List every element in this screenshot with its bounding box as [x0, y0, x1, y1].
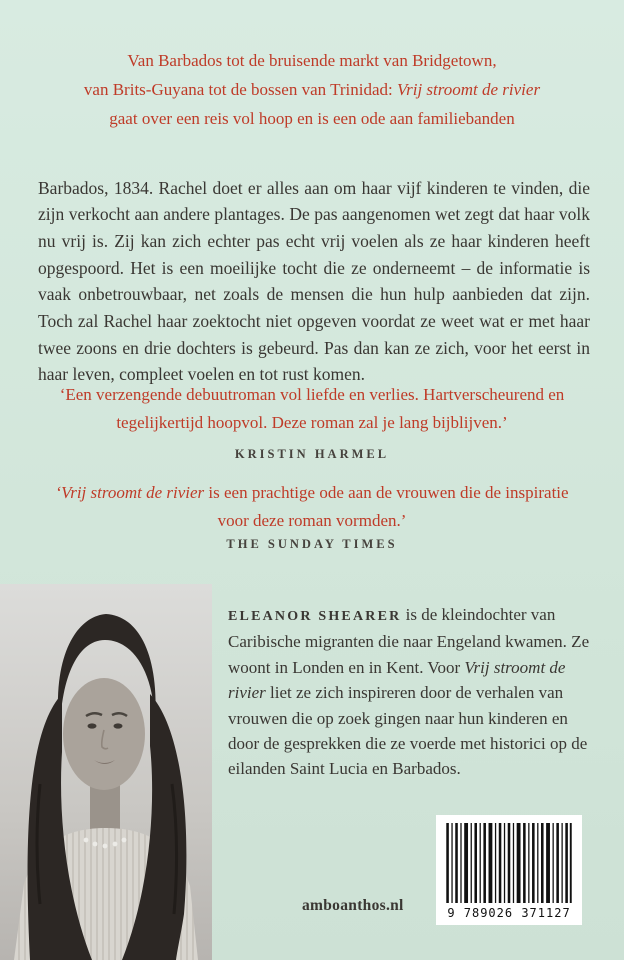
barcode-number: 9 789026 371127: [447, 906, 571, 920]
publisher-url: amboanthos.nl: [302, 897, 404, 914]
tagline: [28, 46, 596, 133]
review-quote-2-title: ‘Vrij stroomt de rivier: [55, 483, 205, 502]
review-quote-1: ‘Een verzengende debuutroman vol liefde en verlies. Hartverscheurend en tegelijkertijd hoopvol. Deze roman zal je lang bijblijven.’: [59, 385, 565, 432]
synopsis-paragraph: Barbados, 1834. Rachel doet er alles aan om haar vijf kinderen te vinden, die zijn verkocht aan andere plantages. De pas aangenomen wet zegt dat haar volk nu vrij is. Zij kan zich echter pas echt vrij voelen als ze haar kinderen heeft opgespoord. Het is een moeilijke tocht die ze onderneemt – de informatie is vaak onbetrouwbaar, net zoals de mensen die hun hulp aanbieden dat zijn. Toch zal Rachel haar zoektocht niet opgeven voordat ze weet wat er met haar twee zoons en drie dochters is gebeurd. Pas dan kan ze zich, voor het eerst in haar leven, compleet voelen en tot rust komen.: [38, 177, 590, 385]
tagline-line2-text: van Brits-Guyana tot de bossen van Trinidad:: [83, 80, 397, 99]
review-attribution-1: KRISTIN HARMEL: [234, 447, 390, 461]
bio-text-1: is de kleindochter van Caribische migranten die naar Engeland kwamen. Ze woont in Londen en in Kent. Voor: [228, 605, 590, 677]
barcode: [436, 815, 582, 925]
face: [63, 678, 145, 790]
author-photo: [0, 584, 212, 960]
bio-book-title-italic: Vrij stroomt de rivier: [228, 657, 566, 703]
author-bio: [228, 602, 596, 782]
barcode-bars: [445, 823, 573, 903]
bio-text-2: liet ze zich inspireren door de verhalen van vrouwen die op zoek gingen naar hun kinderen en door de gesprekken die ze voerde met historici op de eilanden Saint Lucia en Barbados.: [228, 683, 588, 779]
author-name: ELEANOR SHEARER: [228, 609, 402, 624]
review-attribution-2: THE SUNDAY TIMES: [226, 537, 398, 551]
book-title-italic: Vrij stroomt de rivier: [396, 80, 541, 99]
tagline-line1: Van Barbados tot de bruisende markt van Bridgetown,: [127, 51, 497, 70]
review-quote-2-text: is een prachtige ode aan de vrouwen die de inspiratie voor deze roman vormden.’: [204, 483, 569, 530]
tagline-line3: gaat over een reis vol hoop en is een ode aan familiebanden: [109, 109, 515, 128]
tagline-line2: [28, 75, 596, 104]
review-quote-2: [55, 479, 569, 534]
